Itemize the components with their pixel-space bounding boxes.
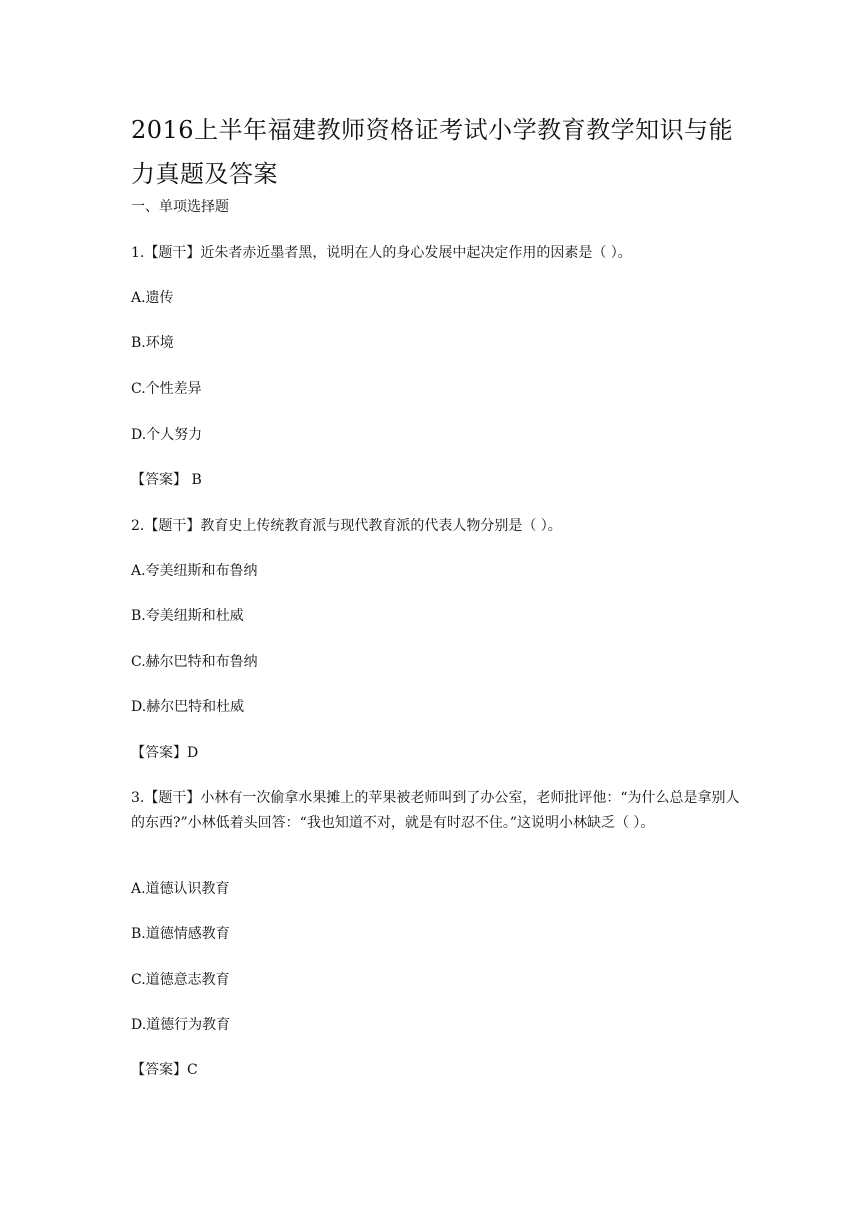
question-3-option-b: B.道德情感教育: [131, 926, 230, 942]
question-3-option-d: D.道德行为教育: [131, 1017, 231, 1033]
question-1-option-d: D.个人努力: [131, 427, 203, 443]
question-3-stem: 3.【题干】小林有一次偷拿水果摊上的苹果被老师叫到了办公室，老师批评他：“为什么总是拿别人的东西?”小林低着头回答：“我也知道不对，就是有时忍不住。”这说明小林缺乏（ ）。: [131, 790, 740, 831]
question-1-option-b: B.环境: [131, 335, 174, 351]
question-2-answer: 【答案】D: [131, 745, 199, 761]
question-1-option-c: C.个性差异: [131, 381, 202, 397]
question-2-option-b: B.夸美纽斯和杜威: [131, 608, 244, 624]
question-1-answer: 【答案】 B: [131, 472, 202, 488]
section-heading: 一、单项选择题: [131, 199, 229, 215]
question-2-option-d: D.赫尔巴特和杜威: [131, 699, 245, 715]
question-3-answer: 【答案】C: [131, 1062, 198, 1078]
question-2-option-a: A.夸美纽斯和布鲁纳: [131, 563, 258, 579]
question-2-stem: 2.【题干】教育史上传统教育派与现代教育派的代表人物分别是（ ）。: [131, 518, 562, 534]
question-1-stem: 1.【题干】近朱者赤近墨者黑，说明在人的身心发展中起决定作用的因素是（ ）。: [131, 245, 632, 261]
question-3-option-c: C.道德意志教育: [131, 972, 230, 988]
document-title: 2016上半年福建教师资格证考试小学教育教学知识与能力真题及答案: [131, 116, 734, 188]
question-2-option-c: C.赫尔巴特和布鲁纳: [131, 654, 258, 670]
question-3-option-a: A.道德认识教育: [131, 881, 230, 897]
question-1-option-a: A.遗传: [131, 290, 174, 306]
